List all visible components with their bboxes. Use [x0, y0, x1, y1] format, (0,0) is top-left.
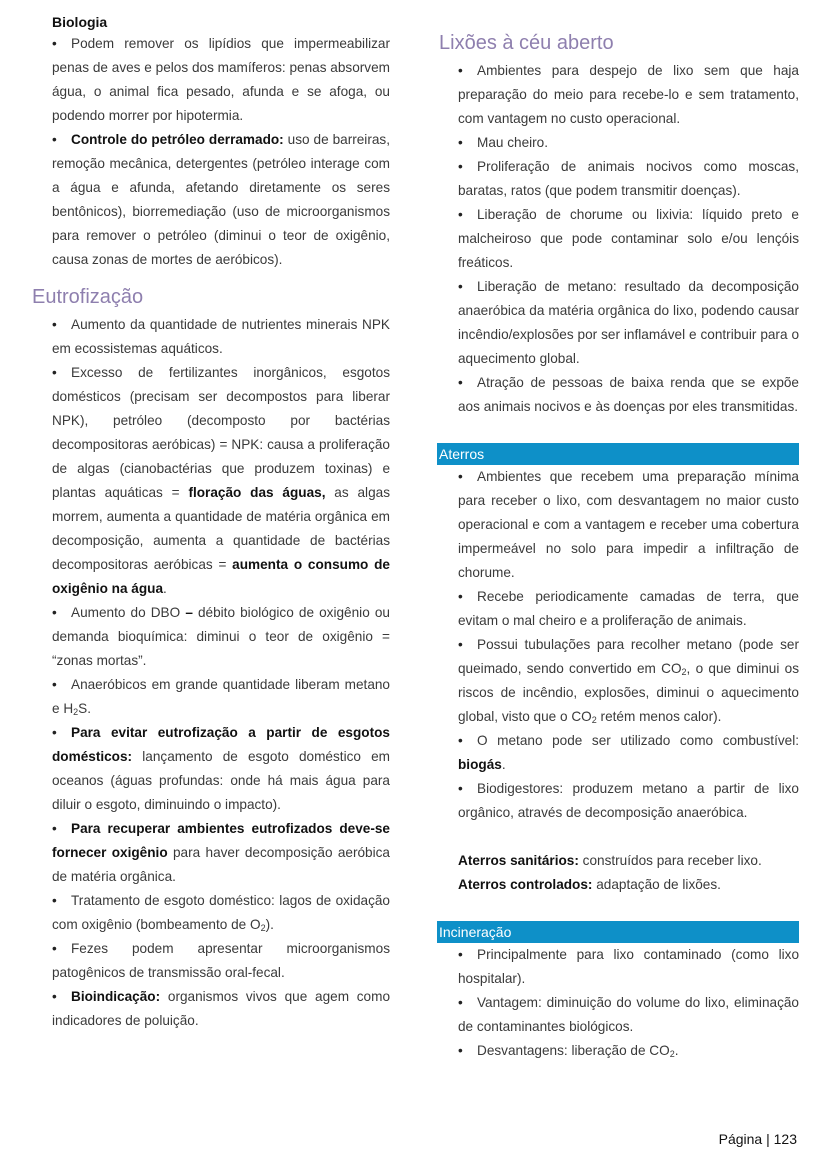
list-item: • Anaeróbicos em grande quantidade liberam metano e $H_2S$.: [52, 673, 390, 721]
list-item: • Liberação de metano: resultado da decomposição anaeróbica da matéria orgânica do lixo, podendo causar incêndio/explosões por ser inflamável e contribuir para o aquecimento global.: [458, 275, 799, 371]
list-item: • Aumento do DBO – débito biológico de oxigênio ou demanda bioquímica: diminui o teor de oxigênio = “zonas mortas”.: [52, 601, 390, 673]
list-item: • Atração de pessoas de baixa renda que se expõe aos animais nocivos e às doenças por eles transmitidas.: [458, 371, 799, 419]
list-item: • Controle do petróleo derramado: uso de barreiras, remoção mecânica, detergentes (petróleo interage com a água e afunda, afetando diretamente os seres bentônicos), biorremediação (uso de microorganismos para remover o petróleo (diminui o teor de oxigênio, causa zonas de mortes de aeróbicos).: [52, 128, 390, 272]
list-item: • O metano pode ser utilizado como combustível: biogás.: [458, 729, 799, 777]
incineracao-list: [437, 943, 799, 1063]
list-item: • Para evitar eutrofização a partir de esgotos domésticos: lançamento de esgoto doméstico em oceanos (águas profundas: onde há mais água para diluir o esgoto, diminuindo o impacto).: [52, 721, 390, 817]
list-item: • Liberação de chorume ou lixivia: líquido preto e malcheiroso que pode contaminar solo e/ou lençóis freáticos.: [458, 203, 799, 275]
list-item: • Desvantagens: liberação de $CO_2$.: [458, 1039, 799, 1063]
list-item: • Principalmente para lixo contaminado (como lixo hospitalar).: [458, 943, 799, 991]
list-item: • Para recuperar ambientes eutrofizados deve-se fornecer oxigênio para haver decomposição aeróbica de matéria orgânica.: [52, 817, 390, 889]
list-item: • Vantagem: diminuição do volume do lixo, eliminação de contaminantes biológicos.: [458, 991, 799, 1039]
lixoes-list: [437, 59, 799, 419]
aterros-sanitarios: Aterros sanitários: construídos para receber lixo.: [458, 853, 762, 868]
list-item: • Podem remover os lipídios que impermeabilizar penas de aves e pelos dos mamíferos: penas absorvem água, o animal fica pesado, afunda e se afoga, ou podendo morrer por hipotermia.: [52, 32, 390, 128]
section-title-eutrofizacao: Eutrofização: [32, 286, 144, 308]
list-item: • Proliferação de animais nocivos como moscas, baratas, ratos (que podem transmitir doenças).: [458, 155, 799, 203]
aterros-list: [437, 465, 799, 897]
list-item: • Biodigestores: produzem metano a partir de lixo orgânico, através de decomposição anaeróbica.: [458, 777, 799, 825]
section-bar-aterros: Aterros: [437, 443, 799, 465]
page-number: Página | 123: [718, 1131, 797, 1147]
list-item: • Fezes podem apresentar microorganismos patogênicos de transmissão oral-fecal.: [52, 937, 390, 985]
list-item: • Ambientes que recebem uma preparação mínima para receber o lixo, com desvantagem no maior custo operacional e com a vantagem e receber uma cobertura impermeável no solo para impedir a infiltração de chorume.: [458, 465, 799, 585]
right-column: [437, 0, 799, 1063]
aterros-controlados: Aterros controlados: adaptação de lixões.: [458, 877, 721, 892]
section-bar-incineracao: Incineração: [437, 921, 799, 943]
list-item: • Tratamento de esgoto doméstico: lagos de oxidação com oxigênio (bombeamento de $O_2$).: [52, 889, 390, 937]
list-item: • Bioindicação: organismos vivos que agem como indicadores de poluição.: [52, 985, 390, 1033]
section-title-lixoes: Lixões à céu aberto: [439, 32, 614, 54]
list-item: • Mau cheiro.: [458, 131, 799, 155]
list-item: • Excesso de fertilizantes inorgânicos, esgotos domésticos (precisam ser decompostos para liberar NPK), petróleo (decomposto por bactérias decompositoras aeróbicas) = NPK: causa a proliferação de algas (cianobactérias que produzem toxinas) e plantas aquáticas = floração das águas, as algas morrem, aumenta a quantidade de matéria orgânica em decomposição, aumenta a quantidade de bactérias decompositoras aeróbicas = aumenta o consumo de oxigênio na água.: [52, 361, 390, 601]
subheading-biologia: Biologia: [52, 14, 108, 30]
list-item: • Recebe periodicamente camadas de terra, que evitam o mal cheiro e a proliferação de animais.: [458, 585, 799, 633]
left-column: [32, 0, 390, 1033]
list-item: • Aumento da quantidade de nutrientes minerais NPK em ecossistemas aquáticos.: [52, 313, 390, 361]
list-item: • Ambientes para despejo de lixo sem que haja preparação do meio para recebe-lo e sem tratamento, com vantagem no custo operacional.: [458, 59, 799, 131]
list-item: • Possui tubulações para recolher metano (pode ser queimado, sendo convertido em $CO_2$, o que diminui os riscos de incêndio, explosões, diminui o aquecimento global, visto que o $CO_2$ retém menos calor).: [458, 633, 799, 729]
